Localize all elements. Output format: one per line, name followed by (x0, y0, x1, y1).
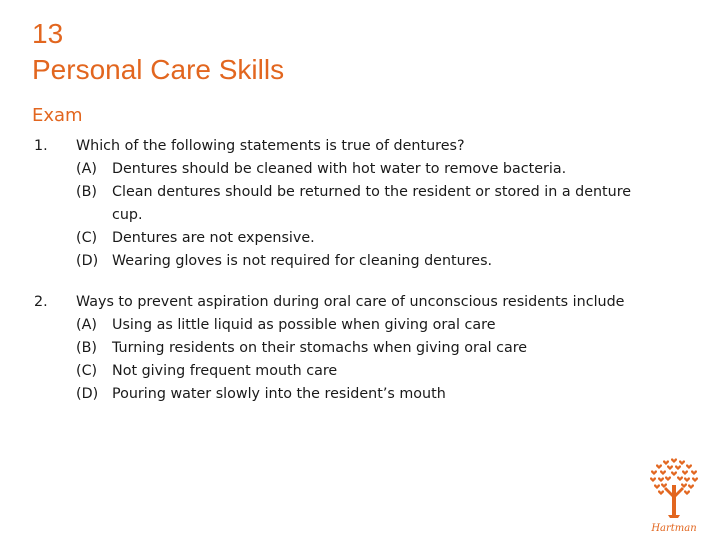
option-letter: (D) (76, 386, 99, 402)
chapter-number: 13 (32, 18, 64, 49)
section-heading: Exam (32, 105, 83, 126)
option-letter: (B) (76, 184, 97, 200)
option-letter: (C) (76, 230, 98, 246)
option-text: Using as little liquid as possible when giving oral care (112, 317, 496, 333)
chapter-title: Personal Care Skills (32, 54, 285, 85)
question-number: 1. (34, 138, 48, 154)
answer-option (76, 227, 642, 250)
option-text: Turning residents on their stomachs when giving oral care (112, 340, 528, 356)
heart-tree-icon (642, 455, 706, 535)
hartman-logo (642, 455, 706, 535)
option-text: Dentures should be cleaned with hot water to remove bacteria. (112, 161, 567, 177)
answer-option (76, 383, 642, 406)
option-text: Pouring water slowly into the resident’s mouth (112, 386, 446, 402)
option-text: Dentures are not expensive. (112, 230, 315, 246)
answer-option (76, 314, 642, 337)
logo-text: Hartman (651, 523, 697, 534)
option-text: Wearing gloves is not required for cleaning dentures. (112, 253, 493, 269)
option-text: Not giving frequent mouth care (112, 363, 338, 379)
answer-option (76, 360, 642, 383)
answer-option (76, 250, 642, 273)
answer-options (76, 158, 642, 273)
answer-options (76, 314, 642, 406)
slide-title (32, 16, 284, 88)
option-letter: (A) (76, 317, 97, 333)
option-letter: (A) (76, 161, 97, 177)
answer-option (76, 181, 642, 227)
question-text: Which of the following statements is true of dentures? (76, 138, 465, 154)
option-text: Clean dentures should be returned to the resident or stored in a denture cup. (112, 184, 632, 223)
answer-option (76, 337, 642, 360)
question-2 (34, 291, 642, 406)
question-text: Ways to prevent aspiration during oral care of unconscious residents include (76, 294, 625, 310)
option-letter: (C) (76, 363, 98, 379)
question-number: 2. (34, 294, 48, 310)
option-letter: (D) (76, 253, 99, 269)
answer-option (76, 158, 642, 181)
option-letter: (B) (76, 340, 97, 356)
question-1 (34, 135, 642, 273)
